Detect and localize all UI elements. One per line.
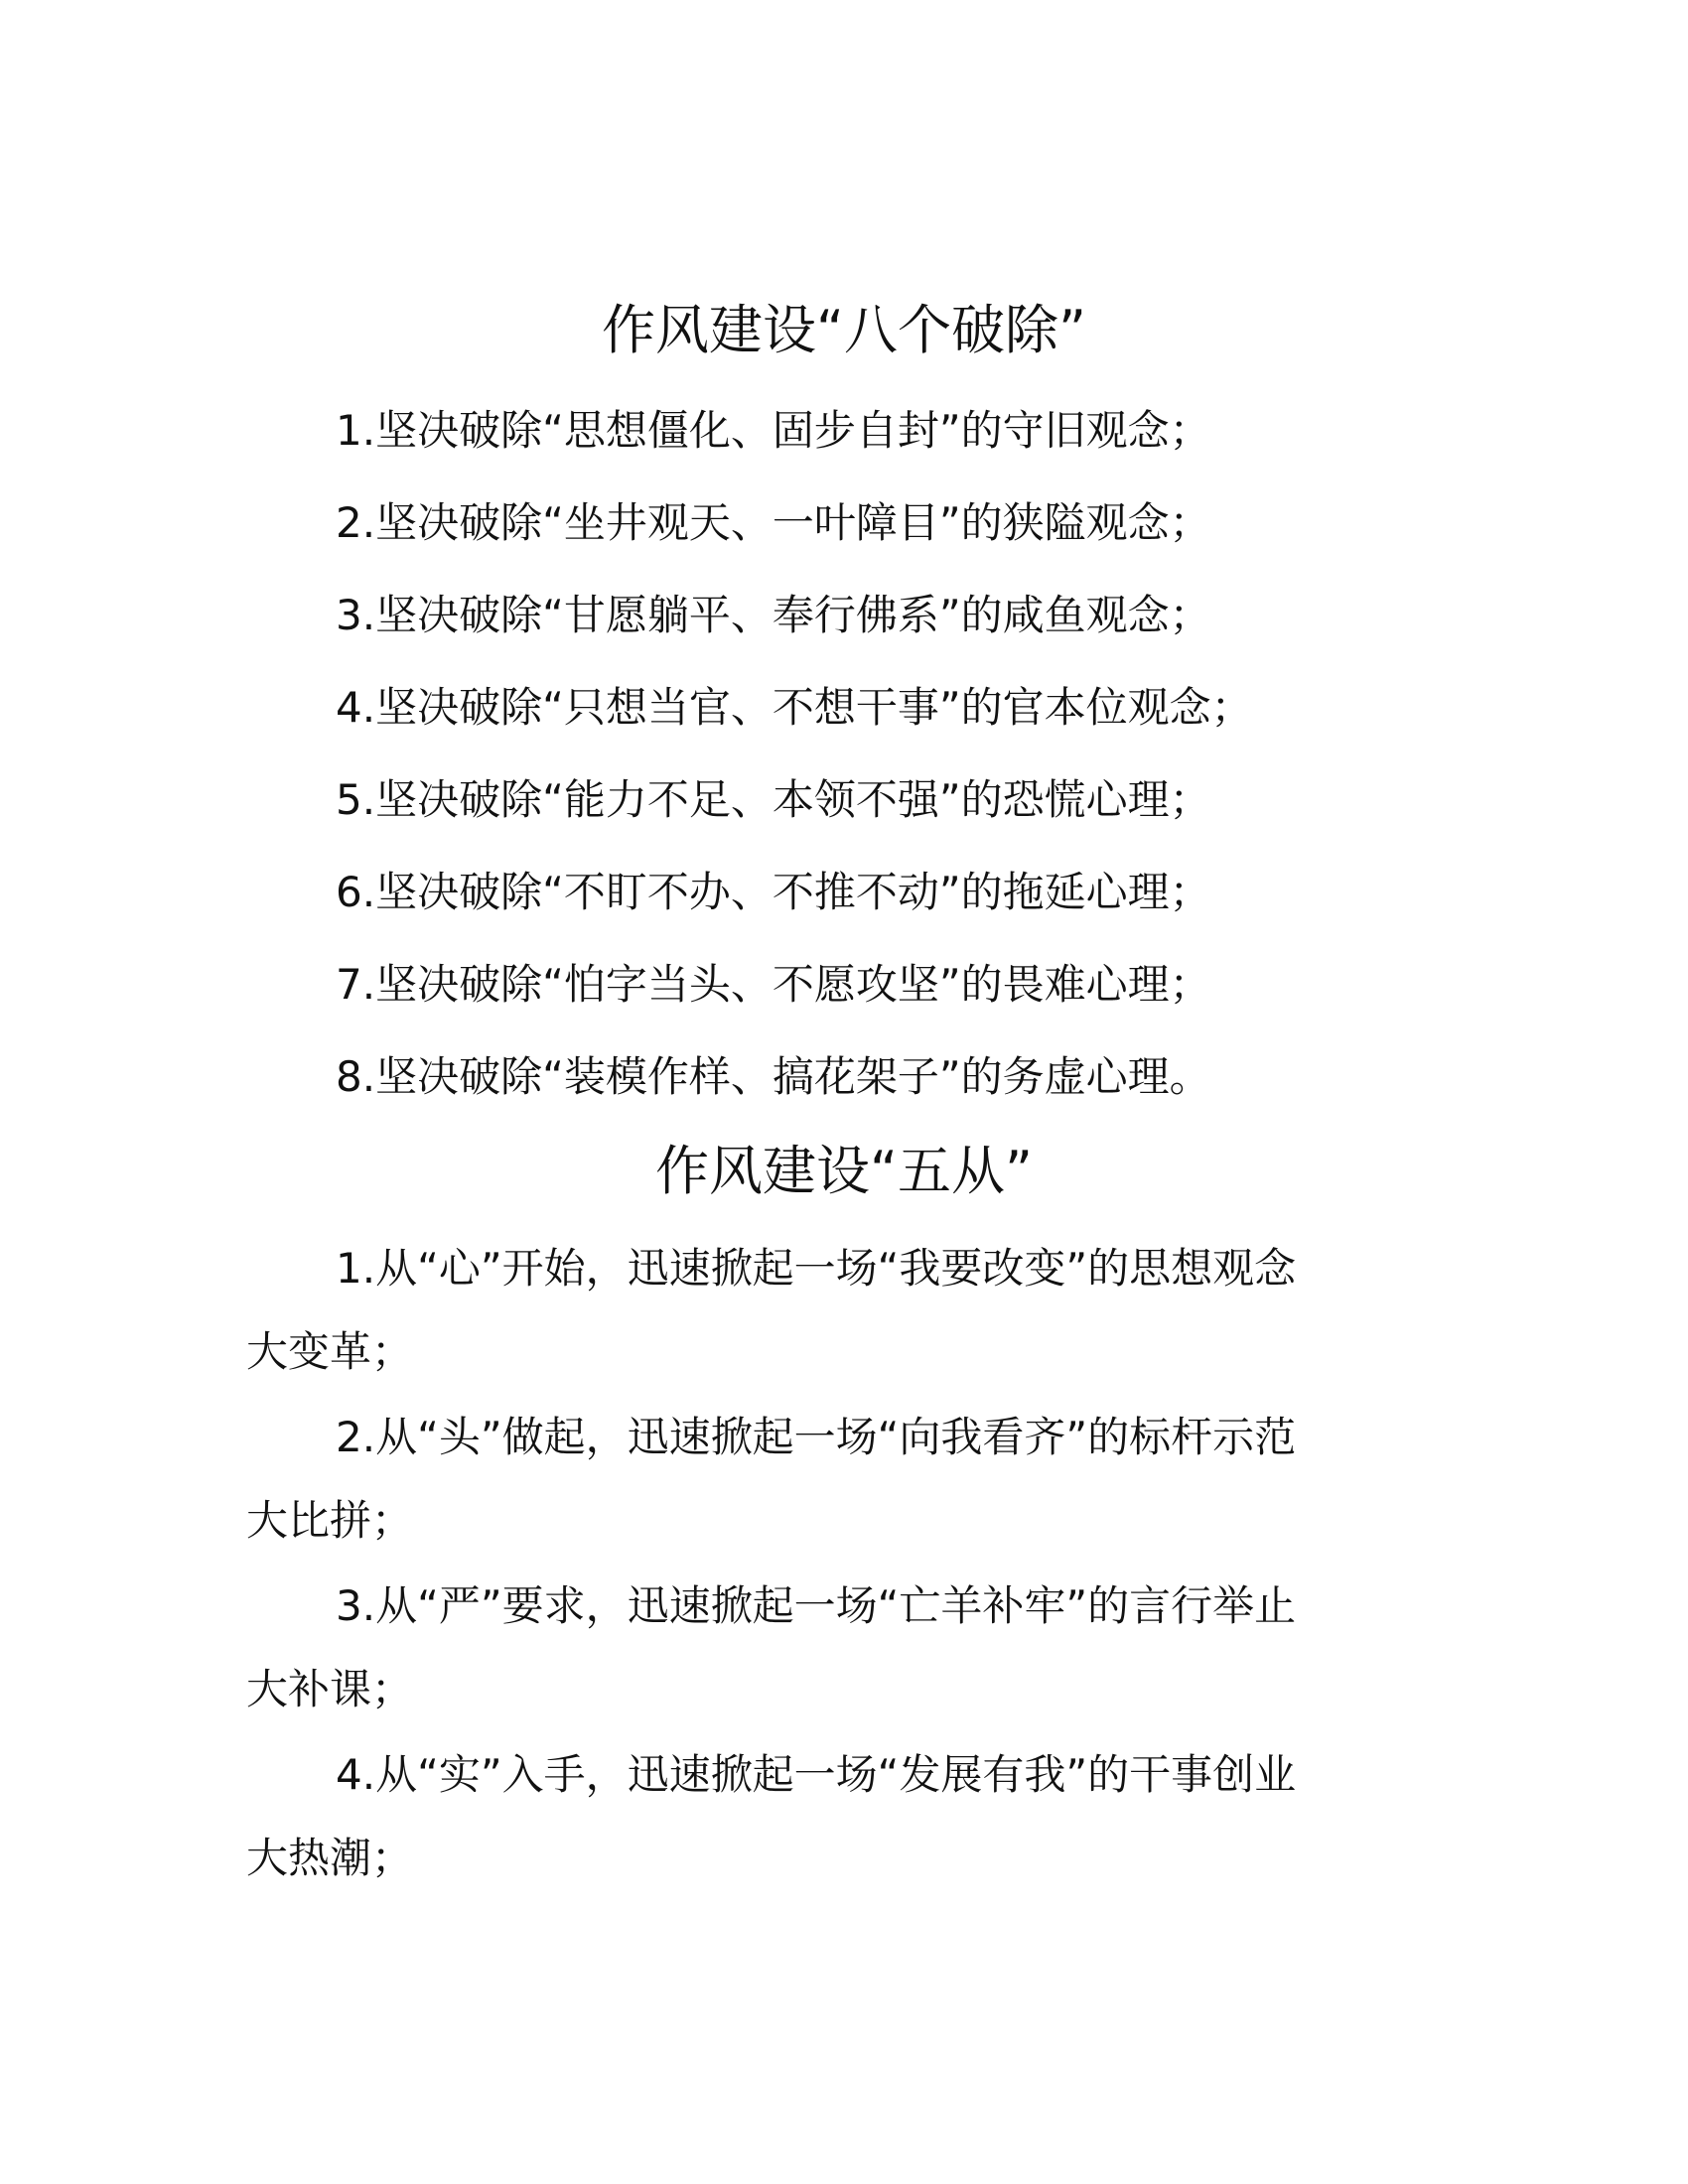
paragraph-line: 2.从“头”做起，迅速掀起一场“向我看齐”的标杆示范	[336, 1413, 1297, 1461]
list-item: 4.坚决破除“只想当官、不想干事”的官本位观念；	[336, 683, 1253, 732]
paragraph	[246, 1241, 1438, 1380]
list-item: 1.坚决破除“思想僵化、固步自封”的守旧观念；	[336, 406, 1211, 455]
list-item: 5.坚决破除“能力不足、本领不强”的恐慌心理；	[336, 775, 1211, 824]
list-item: 6.坚决破除“不盯不办、不推不动”的拖延心理；	[336, 868, 1211, 916]
paragraph	[246, 1578, 1438, 1717]
paragraph-line: 1.从“心”开始，迅速掀起一场“我要改变”的思想观念	[336, 1244, 1297, 1293]
paragraph	[246, 1410, 1438, 1549]
paragraph-line: 4.从“实”入手，迅速掀起一场“发展有我”的干事创业	[336, 1750, 1297, 1799]
paragraph-line: 大补课；	[246, 1665, 414, 1713]
list-item: 7.坚决破除“怕字当头、不愿攻坚”的畏难心理；	[336, 960, 1211, 1009]
section-title-five-froms: 作风建设“五从”	[655, 1140, 1033, 1202]
list-item: 3.坚决破除“甘愿躺平、奉行佛系”的咸鱼观念；	[336, 591, 1211, 639]
paragraph-line: 大热潮；	[246, 1834, 414, 1882]
paragraph	[246, 1747, 1438, 1886]
section-title-eight-eliminations: 作风建设“八个破除”	[602, 299, 1086, 361]
paragraph-line: 大变革；	[246, 1327, 414, 1376]
paragraph-line: 3.从“严”要求，迅速掀起一场“亡羊补牢”的言行举止	[336, 1581, 1297, 1630]
list-item: 8.坚决破除“装模作样、搞花架子”的务虚心理。	[336, 1052, 1211, 1101]
paragraph-line: 大比拼；	[246, 1496, 414, 1545]
list-item: 2.坚决破除“坐井观天、一叶障目”的狭隘观念；	[336, 498, 1211, 547]
